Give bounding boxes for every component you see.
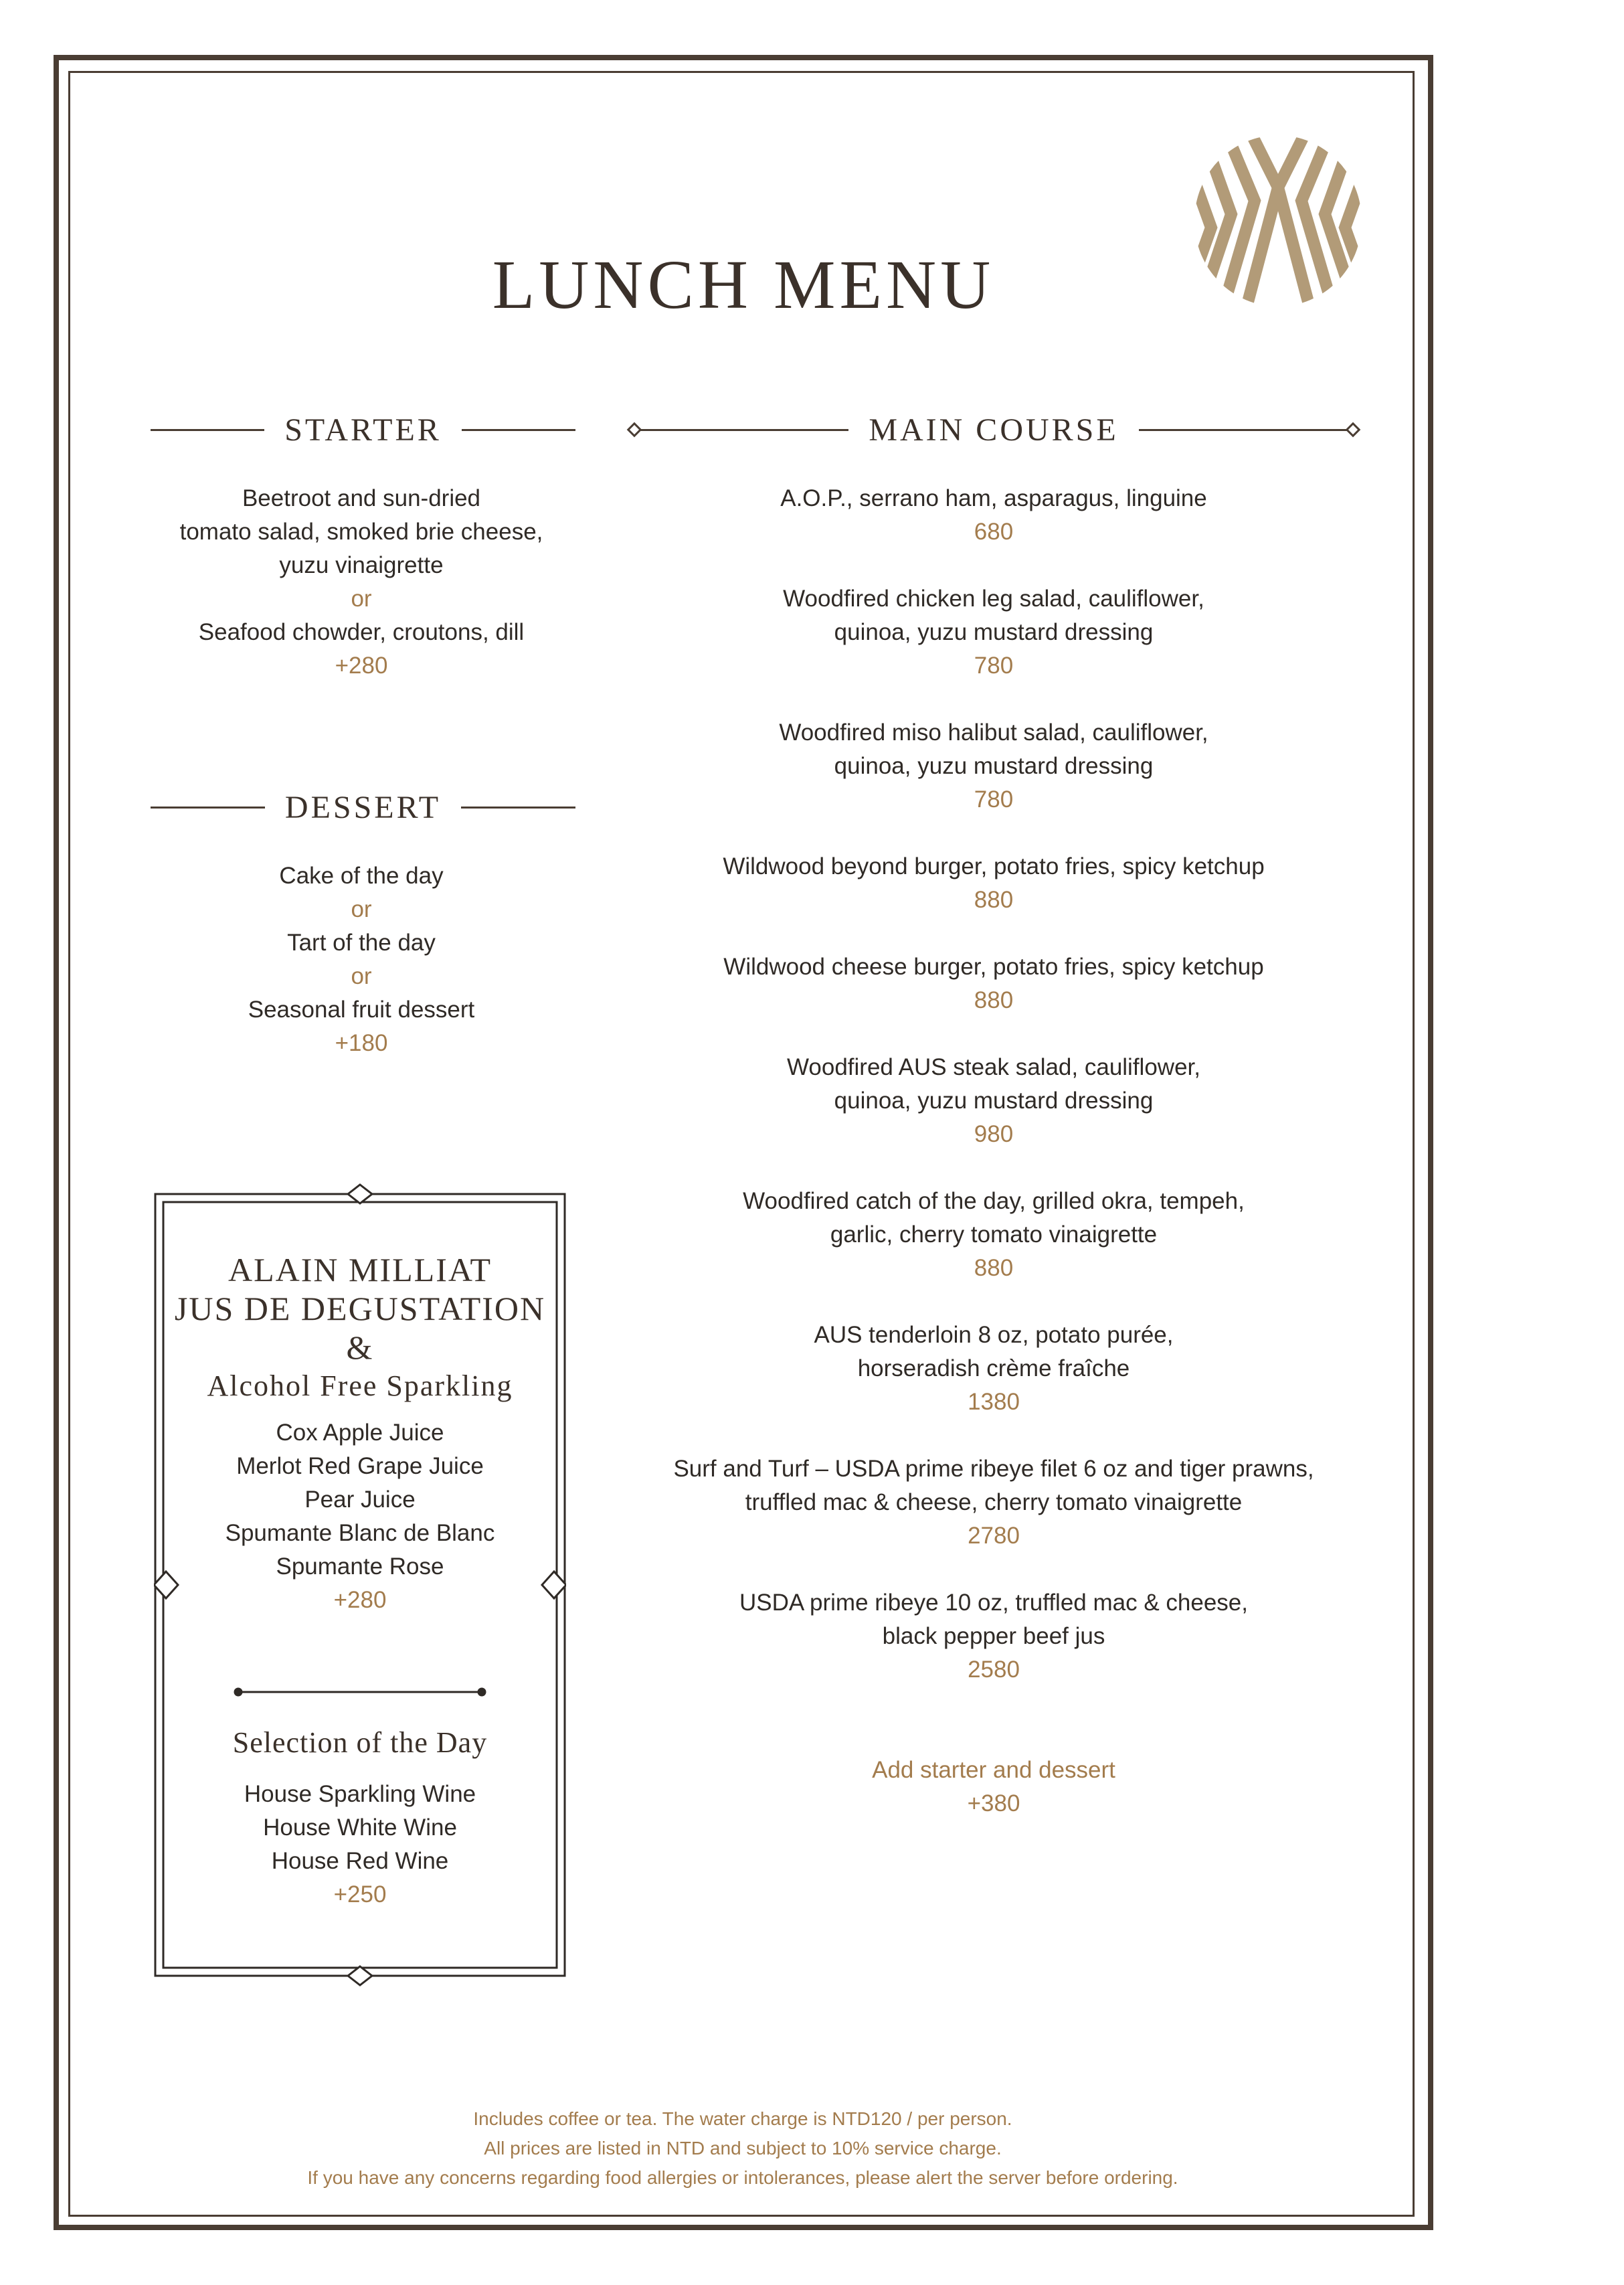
list-item: AUS tenderloin 8 oz, potato purée, horseradish crème fraîche 1380 — [814, 1322, 1174, 1415]
addon-note: Add starter and dessert +380 — [872, 1757, 1115, 1816]
dessert-price: +180 — [335, 1030, 388, 1056]
heading-rule — [462, 429, 575, 431]
list-item: Surf and Turf – USDA prime ribeye filet 6 oz and tiger prawns, truffled mac & cheese, cherry tomato vinaigrette 2780 — [673, 1456, 1314, 1549]
drinks-price: +280 — [333, 1587, 387, 1613]
footer-line: If you have any concerns regarding food allergies or intolerances, please alert the server before ordering. — [307, 2167, 1178, 2188]
or-separator: or — [351, 963, 372, 989]
list-item: Cox Apple Juice — [276, 1420, 444, 1446]
list-item: Spumante Rose — [276, 1553, 444, 1580]
starter-price: +280 — [335, 653, 388, 679]
drinks-box — [154, 1183, 566, 1986]
diamond-icon — [1346, 422, 1361, 438]
starter-heading: STARTER — [151, 410, 575, 450]
selection-title: Selection of the Day — [232, 1726, 488, 1759]
list-item: USDA prime ribeye 10 oz, truffled mac & cheese, black pepper beef jus 2580 — [739, 1590, 1248, 1683]
footer-line: All prices are listed in NTD and subject to 10% service charge. — [484, 2138, 1002, 2159]
menu-line: yuzu vinaigrette — [279, 552, 444, 578]
starter-section — [134, 482, 589, 683]
dessert-section — [134, 859, 589, 1060]
heading-rule — [151, 807, 265, 809]
menu-line: Cake of the day — [279, 863, 444, 889]
selection-price: +250 — [333, 1881, 387, 1908]
drinks-title: ALAIN MILLIAT JUS DE DEGUSTATION & Alcohol Free Sparkling — [174, 1251, 546, 1402]
list-item: Wildwood cheese burger, potato fries, spicy ketchup 880 — [723, 954, 1264, 1013]
dessert-heading: DESSERT — [151, 787, 575, 827]
list-item: Pear Juice — [304, 1487, 416, 1513]
list-item: House White Wine — [263, 1814, 457, 1841]
heading-rule — [1139, 429, 1348, 431]
menu-line: tomato salad, smoked brie cheese, — [179, 519, 543, 545]
or-separator: or — [351, 586, 372, 612]
list-item: A.O.P., serrano ham, asparagus, linguine 680 — [780, 485, 1207, 545]
or-separator: or — [351, 896, 372, 922]
list-item: Wildwood beyond burger, potato fries, spicy ketchup 880 — [723, 853, 1265, 913]
list-item: House Red Wine — [271, 1848, 449, 1874]
list-item: Woodfired miso halibut salad, cauliflower, quinoa, yuzu mustard dressing 780 — [779, 720, 1208, 813]
menu-line: Beetroot and sun-dried — [242, 485, 481, 511]
list-item: Woodfired chicken leg salad, cauliflower, quinoa, yuzu mustard dressing 780 — [783, 586, 1204, 679]
selection-list — [154, 1778, 566, 1912]
list-item: Woodfired AUS steak salad, cauliflower, quinoa, yuzu mustard dressing 980 — [786, 1054, 1200, 1147]
heading-rule — [461, 807, 575, 809]
footer-notes — [67, 2104, 1419, 2193]
heading-rule — [151, 429, 264, 431]
heading-rule — [640, 429, 848, 431]
list-item: Merlot Red Grape Juice — [236, 1453, 484, 1479]
list-item: House Sparkling Wine — [244, 1781, 476, 1807]
drinks-list — [154, 1416, 566, 1617]
footer-line: Includes coffee or tea. The water charge is NTD120 / per person. — [473, 2108, 1012, 2129]
menu-title: LUNCH MENU — [492, 246, 995, 323]
menu-line: Seafood chowder, croutons, dill — [198, 619, 525, 645]
menu-line: Seasonal fruit dessert — [248, 997, 475, 1023]
main-course-heading: MAIN COURSE — [629, 410, 1358, 450]
diamond-icon — [627, 422, 642, 438]
menu-line: Tart of the day — [287, 930, 436, 956]
main-course-list — [629, 482, 1358, 1821]
list-item: Woodfired catch of the day, grilled okra, tempeh, garlic, cherry tomato vinaigrette 880 — [743, 1188, 1245, 1281]
brand-logo-icon — [1191, 134, 1365, 308]
list-item: Spumante Blanc de Blanc — [225, 1520, 495, 1546]
